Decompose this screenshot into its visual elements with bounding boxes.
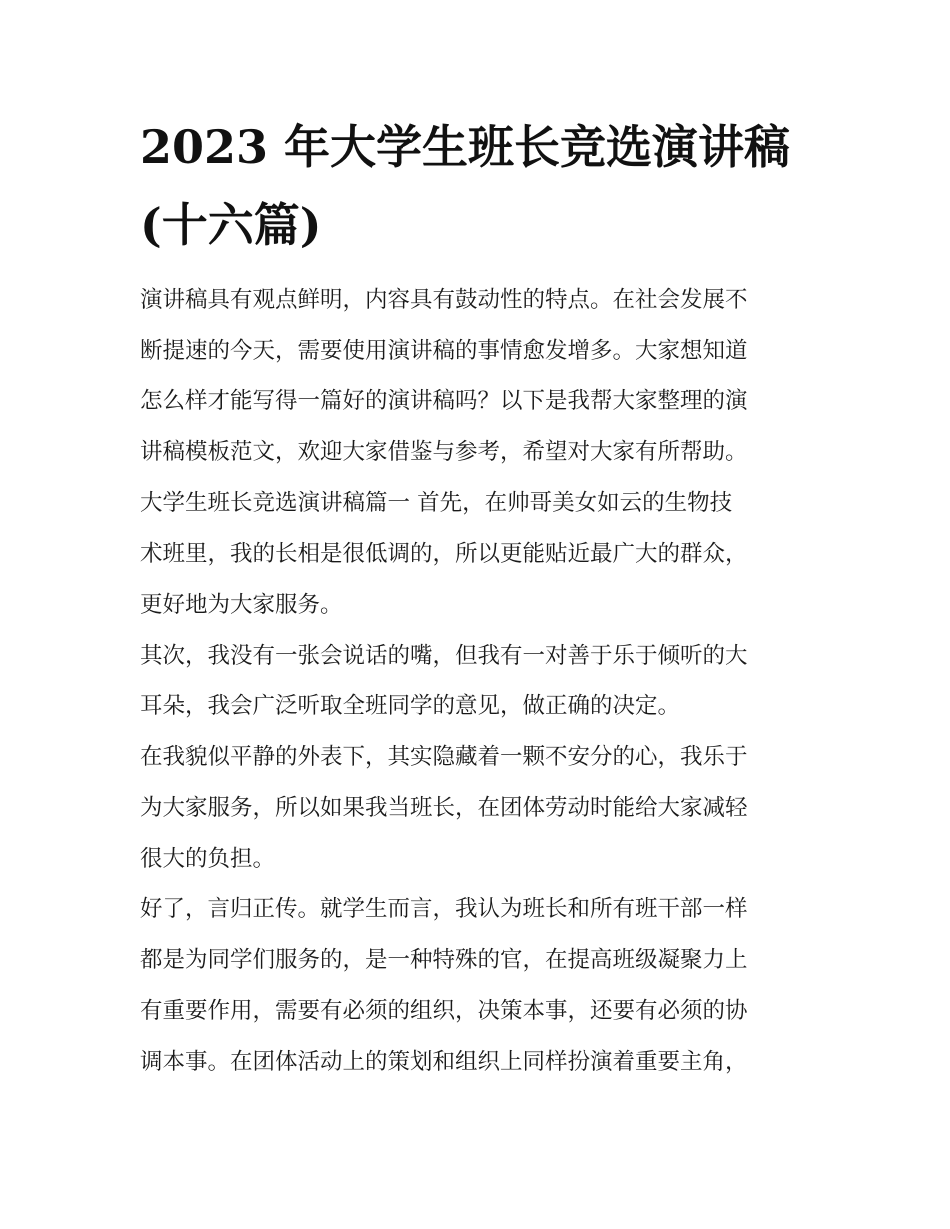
body-line: 演讲稿具有观点鲜明，内容具有鼓动性的特点。在社会发展不	[140, 287, 748, 313]
body-line: 大学生班长竞选演讲稿篇一 首先，在帅哥美女如云的生物技	[140, 490, 733, 516]
body-line: 断提速的今天，需要使用演讲稿的事情愈发增多。大家想知道	[140, 338, 748, 364]
body-line: 调本事。在团体活动上的策划和组织上同样扮演着重要主角，	[140, 1049, 748, 1075]
body-line: 怎么样才能写得一篇好的演讲稿吗？以下是我帮大家整理的演	[140, 388, 748, 414]
document-title-line-1: 2023 年大学生班长竞选演讲稿	[140, 120, 791, 174]
body-line: 在我貌似平静的外表下，其实隐藏着一颗不安分的心，我乐于	[140, 744, 748, 770]
body-line: 其次，我没有一张会说话的嘴，但我有一对善于乐于倾听的大	[140, 643, 748, 669]
body-line: 更好地为大家服务。	[140, 592, 343, 618]
body-line: 为大家服务，所以如果我当班长，在团体劳动时能给大家减轻	[140, 795, 748, 821]
document-title-line-2: (十六篇)	[140, 198, 322, 252]
body-line: 术班里，我的长相是很低调的，所以更能贴近最广大的群众，	[140, 541, 748, 567]
body-line: 好了，言归正传。就学生而言，我认为班长和所有班干部一样	[140, 896, 748, 922]
body-line: 很大的负担。	[140, 846, 276, 872]
body-line: 耳朵，我会广泛听取全班同学的意见，做正确的决定。	[140, 693, 681, 719]
body-line: 有重要作用，需要有必须的组织，决策本事，还要有必须的协	[140, 998, 748, 1024]
body-line: 讲稿模板范文，欢迎大家借鉴与参考，希望对大家有所帮助。	[140, 439, 748, 465]
body-line: 都是为同学们服务的，是一种特殊的官，在提高班级凝聚力上	[140, 947, 748, 973]
